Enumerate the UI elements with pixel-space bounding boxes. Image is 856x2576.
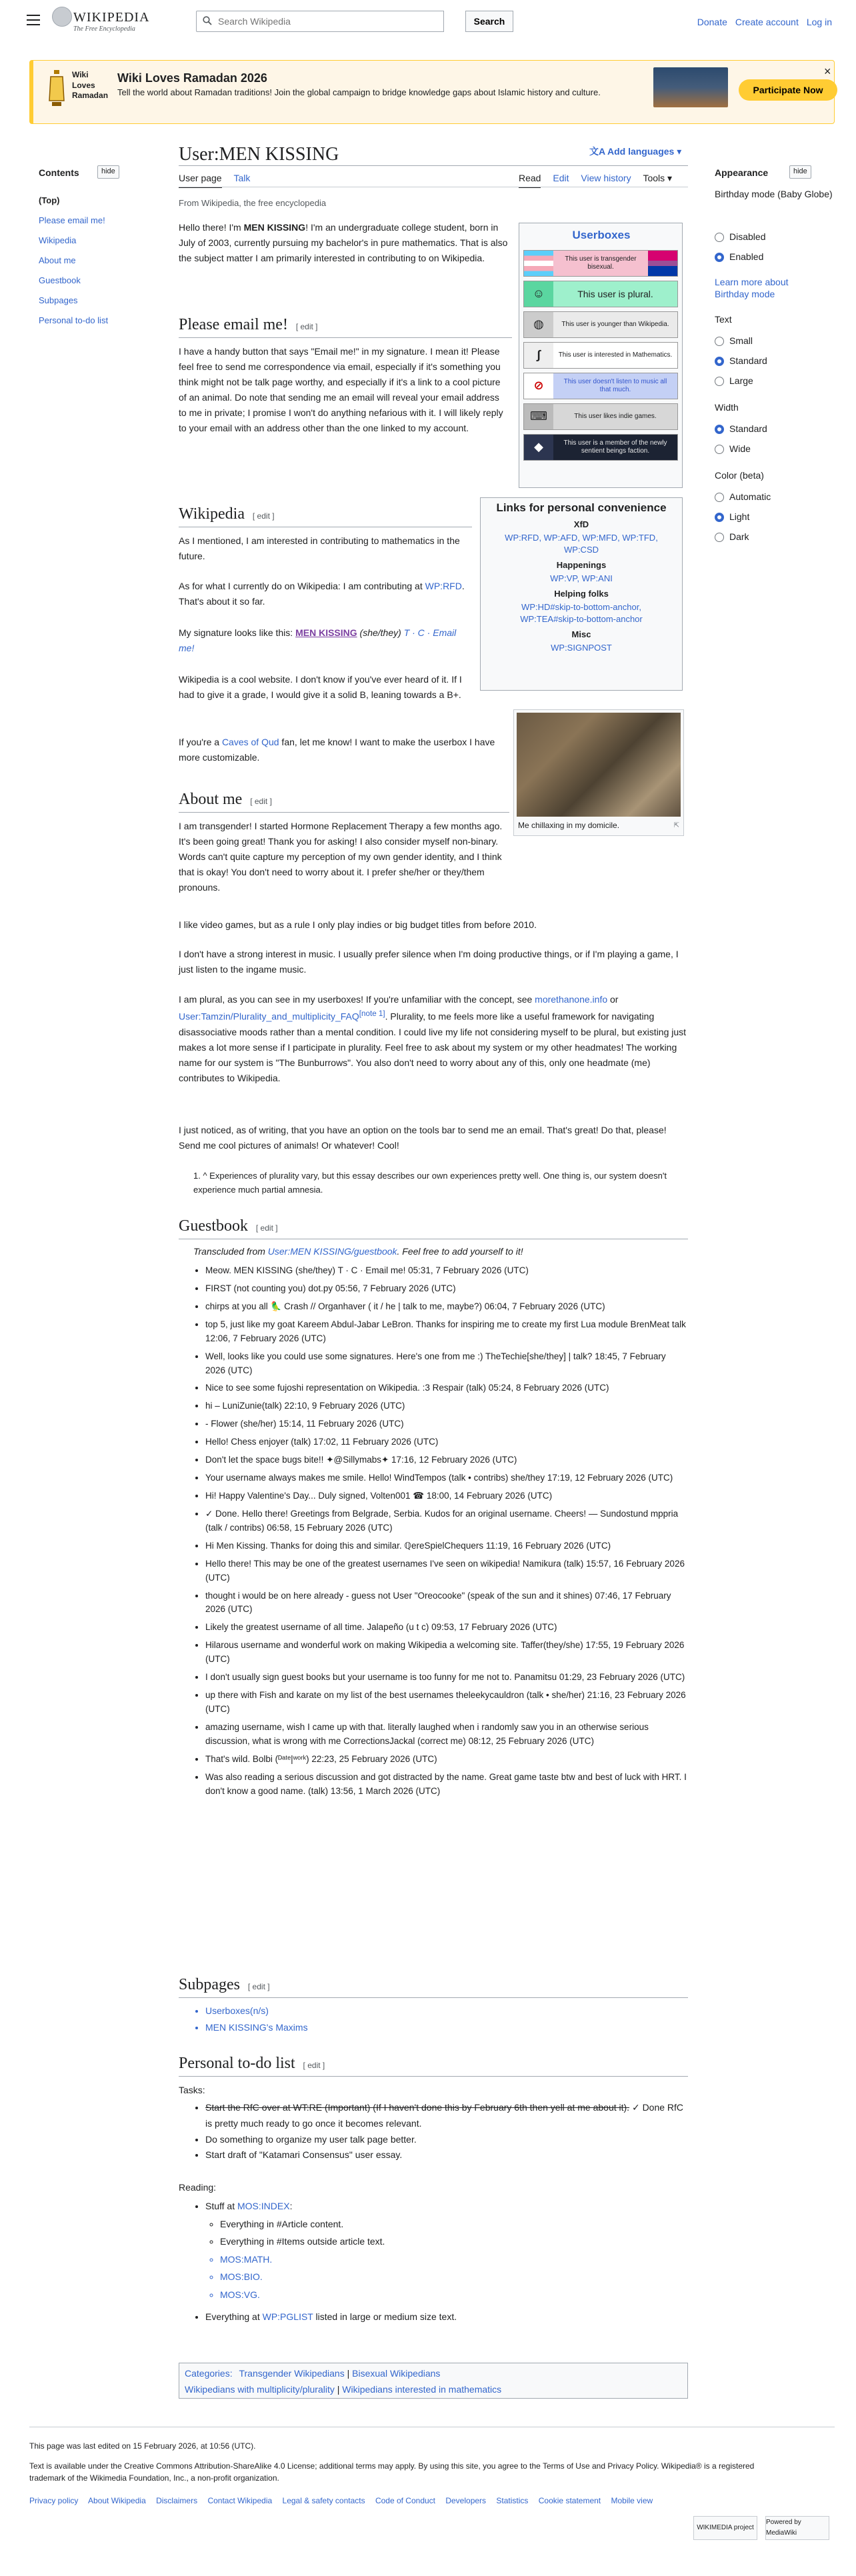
userbox-indie-games: ⌨ This user likes indie games.: [523, 403, 678, 430]
about-p2: I like video games, but as a rule I only play indies or big budget titles from before 2010.: [179, 919, 537, 930]
guestbook-entry: • Meow. MEN KISSING (she/they) T · C · Email me! 05:31, 7 February 2026 (UTC): [205, 1264, 688, 1278]
site-sub: From Wikipedia, the free encyclopedia: [179, 198, 327, 208]
namespace-tabs: [179, 171, 250, 185]
wikipedia-p1: As I mentioned, I am interested in contributing to mathematics in the future.: [179, 535, 460, 562]
globe-icon: ◍: [524, 312, 553, 337]
misc-heading: Misc: [571, 629, 591, 640]
userbox-mathematics: ∫ This user is interested in Mathematics.: [523, 342, 678, 369]
color-light-option[interactable]: Light: [715, 509, 749, 524]
wikipedia-p2: As for what I currently do on Wikipedia: I am contributing at WP:RFD. That's about it so far.: [179, 581, 465, 607]
footer-link[interactable]: Legal & safety contacts: [282, 2496, 365, 2505]
heading-email: Please email me!: [179, 316, 288, 333]
task-item: • Start draft of "Katamari Consensus" user essay.: [205, 2147, 688, 2163]
text-small-option[interactable]: Small: [715, 333, 753, 348]
xfd-heading: XfD: [573, 519, 589, 530]
tasks-label: Tasks:: [179, 2085, 205, 2095]
campaign-banner: [29, 60, 835, 124]
guestbook-entry: • Was also reading a serious discussion and got distracted by the name. Great game taste btw and best of luck with HRT. I don't know a good name. (talk) 13:56, 1 March 2026 (UTC): [205, 1771, 688, 1799]
domicile-photo[interactable]: [517, 713, 681, 817]
create-account-link[interactable]: Create account: [735, 17, 799, 27]
userboxes-title[interactable]: Userboxes: [572, 229, 631, 241]
enlarge-icon[interactable]: ⇱: [673, 822, 679, 829]
mos-bio-link[interactable]: ◦ MOS:BIO.: [220, 2268, 688, 2286]
footer-link[interactable]: About Wikipedia: [88, 2496, 146, 2505]
toc-item-email[interactable]: Please email me!: [39, 215, 105, 225]
footer-links: [29, 2495, 661, 2507]
toc-item-todo[interactable]: Personal to-do list: [39, 315, 109, 325]
guestbook-entry: • Hello! Chess enjoyer (talk) 17:02, 11 February 2026 (UTC): [205, 1435, 688, 1449]
reading-item: • Everything at WP:PGLIST listed in large or medium size text.: [205, 2308, 688, 2326]
footer-link[interactable]: Contact Wikipedia: [207, 2496, 273, 2505]
userbox-music: ⊘ This user doesn't listen to music all that much.: [523, 373, 678, 399]
categories-box: Categories: Transgender Wikipedians | Bisexual Wikipedians Wikipedians with multiplicity/plurality | Wikipedians interested in mathematics: [179, 2363, 688, 2399]
radio-small[interactable]: [715, 337, 724, 346]
personal-tools: [689, 15, 832, 29]
guestbook-entry: • ✓ Done. Hello there! Greetings from Belgrade, Serbia. Kudos for an original username. Cheers! — Sundostund mppria (talk / contribs) 06:58, 15 February 2026 (UTC): [205, 1507, 688, 1535]
guestbook-subpage-link[interactable]: User:MEN KISSING/guestbook: [267, 1246, 397, 1257]
section-divider: [179, 2076, 688, 2077]
color-dark-option[interactable]: Dark: [715, 529, 749, 544]
footnote-1: 1. ^ Experiences of plurality vary, but this essay describes our own experiences pretty well. One thing is, our system doesn't experience much partial amnesia.: [193, 1171, 667, 1195]
subpage-link-userboxes[interactable]: • Userboxes(n/s): [205, 2003, 308, 2019]
birthday-disabled-option[interactable]: Disabled: [715, 229, 765, 244]
radio-wide[interactable]: [715, 445, 724, 454]
email-paragraph: I have a handy button that says "Email me!" in my signature. I mean it! Please feel free to send me correspondence via email, especially if it's something you think might not be talk page worthy, and especially if it's a link to a cool picture of an animal. Do note that sending me an email will reveal your email address to me in private; I promise I won't do anything nefarious with it. I will likely reply to your email with an address other than the one linked to my account.: [179, 346, 503, 434]
xfd-links[interactable]: WP:RFD, WP:AFD, WP:MFD, WP:TFD, WP:CSD: [505, 532, 658, 555]
trans-flag-icon: [524, 251, 553, 276]
guestbook-entry: • FIRST (not counting you) dot.py 05:56, 7 February 2026 (UTC): [205, 1282, 688, 1296]
category-link[interactable]: Wikipedians with multiplicity/plurality: [185, 2383, 335, 2395]
wikimedia-badge[interactable]: WIKIMEDIA project: [693, 2516, 757, 2540]
tab-edit[interactable]: Edit: [553, 173, 569, 183]
userbox-younger-than-wikipedia: ◍ This user is younger than Wikipedia.: [523, 311, 678, 338]
wikipedia-globe-icon[interactable]: [52, 7, 72, 27]
title-divider: [179, 165, 688, 166]
close-icon[interactable]: ×: [824, 65, 831, 78]
guestbook-entry: • Nice to see some fujoshi representation on Wikipedia. :3 Respair (talk) 05:24, 8 February 2026 (UTC): [205, 1381, 688, 1395]
footer-link[interactable]: Code of Conduct: [375, 2496, 435, 2505]
guestbook-entry: • I don't usually sign guest books but your username is too funny for me not to. Panamitsu 01:29, 23 February 2026 (UTC): [205, 1671, 688, 1685]
photo-caption: Me chillaxing in my domicile.: [518, 821, 620, 830]
footer-link[interactable]: Mobile view: [611, 2496, 653, 2505]
appearance-hide-button[interactable]: hide: [789, 165, 811, 179]
signature-tools[interactable]: T · C · Email me!: [179, 627, 457, 654]
radio-large[interactable]: [715, 377, 724, 386]
subpages-list: [195, 2003, 308, 2035]
edit-about-link[interactable]: [ edit ]: [250, 797, 272, 806]
wikipedia-p3: My signature looks like this: MEN KISSING (she/they) T · C · Email me!: [179, 627, 457, 654]
section-wikipedia: [179, 501, 472, 527]
about-p5: I just noticed, as of writing, that you have an option on the tools bar to send me an email. That's great! Do that, please! Send me cool pictures of animals! Or whatever! Cool!: [179, 1125, 667, 1151]
about-p3: I don't have a strong interest in music. I usually prefer silence when I'm doing productive things, or if I'm playing a game, I just listen to the ingame music.: [179, 949, 679, 975]
guestbook-list: [195, 1264, 688, 1803]
wikipedia-p4: Wikipedia is a cool website. I don't know if you've ever heard of it. If I had to give it a grade, I would give it a solid B, leaning towards a B+.: [179, 674, 462, 701]
appearance-panel: [715, 165, 835, 542]
faction-icon: ◆: [524, 435, 553, 460]
morethanone-link[interactable]: morethanone.info: [535, 994, 608, 1005]
width-standard-option[interactable]: Standard: [715, 421, 767, 436]
tab-user-page[interactable]: User page: [179, 173, 222, 188]
banner-mosque-image: [653, 67, 728, 107]
radio-dark[interactable]: [715, 533, 724, 542]
subpage-link-maxims[interactable]: • MEN KISSING's Maxims: [205, 2019, 308, 2036]
participate-button[interactable]: Participate Now: [739, 79, 837, 101]
footer-link[interactable]: Statistics: [496, 2496, 529, 2505]
color-label: Color (beta): [715, 470, 764, 481]
edit-subpages-link[interactable]: [ edit ]: [247, 1982, 270, 1991]
reading-subitem: ◦ Everything in #Items outside article text.: [220, 2233, 688, 2251]
section-divider: [179, 1997, 688, 1998]
userbox-plural: ☺ This user is plural.: [523, 281, 678, 307]
integral-icon: ∫: [524, 343, 553, 368]
categories-label[interactable]: Categories:: [185, 2368, 233, 2379]
edit-guestbook-link[interactable]: [ edit ]: [255, 1223, 278, 1233]
mediawiki-badge[interactable]: Powered by MediaWiki: [765, 2516, 829, 2540]
guestbook-entry: • amazing username, wish I came up with that. literally laughed when i randomly saw you in an otherwise serious discussion, what is wrong with me CorrectionsJackal (correct me) 08:12, 25 February 2026 (UTC): [205, 1721, 688, 1749]
guestbook-entry: • Hello there! This may be one of the greatest usernames I've seen on wikipedia! Namikura (talk) 15:57, 16 February 2026 (UTC): [205, 1557, 688, 1585]
happenings-heading: Happenings: [556, 560, 607, 571]
radio-width-standard[interactable]: [715, 425, 724, 434]
task-item: • Do something to organize my user talk page better.: [205, 2132, 688, 2148]
text-standard-option[interactable]: Standard: [715, 353, 767, 368]
edit-email-link[interactable]: [ edit ]: [295, 322, 318, 331]
text-large-option[interactable]: Large: [715, 373, 753, 388]
reading-item: • Stuff at MOS:INDEX: ◦ Everything in #Article content. ◦ Everything in #Items outside article text. ◦ MOS:MATH. ◦ MOS:BIO. ◦ MOS:VG.: [205, 2197, 688, 2304]
guestbook-entry: • top 5, just like my goat Kareem Abdul-Jabar LeBron. Thanks for inspiring me to create my first Lua module BrenMeat talk 12:06, 7 February 2026 (UTC): [205, 1318, 688, 1346]
logo-wordmark[interactable]: WIKIPEDIA: [73, 10, 150, 25]
userbox-transgender: This user is transgender bisexual.: [523, 250, 678, 277]
category-link[interactable]: Wikipedians interested in mathematics: [342, 2383, 502, 2395]
login-link[interactable]: Log in: [806, 17, 832, 27]
plurality-faq-link[interactable]: User:Tamzin/Plurality_and_multiplicity_FAQ: [179, 1011, 359, 1022]
donate-link[interactable]: Donate: [697, 17, 727, 27]
userboxes-panel: [519, 223, 683, 488]
width-wide-option[interactable]: Wide: [715, 441, 751, 456]
radio-automatic[interactable]: [715, 493, 724, 502]
guestbook-entry: • up there with Fish and karate on my list of the best usernames theleekycauldron (talk • she/her) 21:16, 23 February 2026 (UTC): [205, 1689, 688, 1717]
guestbook-entry: • Well, looks like you could use some signatures. Here's one from me :) TheTechie[she/they] | talk? 18:45, 7 February 2026 (UTC): [205, 1350, 688, 1378]
birthday-enabled-option[interactable]: Enabled: [715, 249, 763, 264]
convenience-links-box: [480, 497, 683, 691]
category-link[interactable]: Bisexual Wikipedians: [352, 2368, 441, 2379]
section-subpages: [179, 1972, 688, 1997]
toc-item-wikipedia[interactable]: Wikipedia: [39, 235, 77, 245]
section-divider: [179, 812, 509, 813]
mos-vg-link[interactable]: ◦ MOS:VG.: [220, 2286, 688, 2304]
guestbook-entry: • Don't let the space bugs bite!! ✦@Sillymabs✦ 17:16, 12 February 2026 (UTC): [205, 1453, 688, 1467]
footer-link[interactable]: Disclaimers: [156, 2496, 198, 2505]
category-link[interactable]: Transgender Wikipedians: [239, 2368, 345, 2379]
page-title: User:MEN KISSING: [179, 144, 339, 165]
search-button[interactable]: Search: [465, 11, 513, 32]
edit-wikipedia-link[interactable]: [ edit ]: [252, 511, 275, 521]
license-text: Text is available under the Creative Commons Attribution-ShareAlike 4.0 License; additional terms may apply. By using this site, you agree to the Terms of Use and Privacy Policy. Wikipedia® is a registered trademark of the Wikimedia Foundation, Inc., a non-profit organization.: [29, 2461, 755, 2483]
banner-text: Tell the world about Ramadan traditions! Join the global campaign to bridge knowledge gaps about Islamic history and culture.: [117, 87, 601, 97]
search-input[interactable]: [196, 11, 444, 32]
tasks-list: [195, 2100, 688, 2163]
tab-read[interactable]: Read: [519, 173, 541, 188]
rfd-link[interactable]: WP:RFD: [425, 581, 462, 591]
toc-item-about[interactable]: About me: [39, 255, 76, 265]
guestbook-entry: • thought i would be on here already - guess not User "Oreocooke" (speak of the sun and it shines) 07:46, 17 February 2026 (UTC): [205, 1589, 688, 1617]
intro-paragraph: Hello there! I'm MEN KISSING! I'm an undergraduate college student, born in July of 2003, currently pursuing my bachelor's in pure mathematics. That is also the subject matter I am primarily interested in contributing to on Wikipedia.: [179, 222, 508, 264]
view-tabs: [519, 171, 672, 185]
signature-link[interactable]: MEN KISSING: [295, 627, 357, 638]
footer-link[interactable]: Privacy policy: [29, 2496, 79, 2505]
add-languages-button[interactable]: 文A Add languages ▾: [589, 146, 682, 157]
guestbook-entry: • That's wild. Bolbi (ᴰᵃᵗᵉ|ʷᵒʳᵏ) 22:23, 25 February 2026 (UTC): [205, 1753, 688, 1767]
tab-view-history[interactable]: View history: [581, 173, 631, 183]
guestbook-entry: • Hi! Happy Valentine's Day... Duly signed, Volten001 ☎ 18:00, 14 February 2026 (UTC): [205, 1489, 688, 1503]
footer-link[interactable]: Cookie statement: [538, 2496, 601, 2505]
guestbook-entry: • Likely the greatest username of all time. Jalapeño (u t c) 09:53, 17 February 2026 (UTC): [205, 1621, 688, 1635]
tab-talk[interactable]: Talk: [233, 173, 251, 183]
transclusion-note: Transcluded from User:MEN KISSING/guestbook. Feel free to add yourself to it!: [193, 1246, 523, 1257]
section-email: [179, 312, 508, 337]
toc-item-guestbook[interactable]: Guestbook: [39, 275, 81, 285]
about-p1: I am transgender! I started Hormone Replacement Therapy a few months ago. It's been going great! Thank you for asking! I also consider myself non-binary. Words can't quite capture my perception of my own gender identity, and I think that is okay! You don't need to worry about it. I prefer she/her or they/them pronouns.: [179, 821, 503, 893]
pglist-link[interactable]: WP:PGLIST: [262, 2311, 313, 2322]
caves-of-qud-link[interactable]: Caves of Qud: [221, 737, 279, 747]
lantern-icon: [48, 70, 65, 107]
heading-todo: Personal to-do list: [179, 2055, 295, 2072]
photo-thumbnail: [513, 709, 684, 836]
bi-flag-icon: [648, 251, 677, 276]
width-label: Width: [715, 402, 739, 413]
reading-list: [195, 2197, 688, 2325]
radio-disabled[interactable]: [715, 233, 724, 242]
heading-about: About me: [179, 791, 243, 808]
wikipedia-p5: If you're a Caves of Qud fan, let me know! I want to make the userbox I have more customizable.: [179, 737, 495, 763]
happenings-links[interactable]: WP:VP, WP:ANI: [550, 573, 613, 584]
toc-item-top[interactable]: (Top): [39, 195, 60, 205]
section-todo: [179, 2051, 688, 2076]
banner-title: Wiki Loves Ramadan 2026: [117, 71, 267, 85]
plural-icon: ☺: [524, 281, 553, 307]
heading-wikipedia: Wikipedia: [179, 505, 245, 523]
heading-guestbook: Guestbook: [179, 1217, 248, 1235]
translate-icon: 文A: [589, 146, 607, 157]
table-of-contents: [39, 165, 132, 325]
search-icon: [203, 16, 212, 25]
section-about: [179, 787, 508, 812]
note-1-ref[interactable]: [note 1]: [359, 1009, 385, 1019]
guestbook-entry: • chirps at you all 🦜 Crash // Organhaver ( it / he | talk to me, maybe?) 06:04, 7 February 2026 (UTC): [205, 1300, 688, 1314]
gamepad-icon: ⌨: [524, 404, 553, 429]
edit-todo-link[interactable]: [ edit ]: [303, 2061, 325, 2070]
mos-math-link[interactable]: ◦ MOS:MATH.: [220, 2251, 688, 2269]
reading-label: Reading:: [179, 2182, 217, 2193]
learn-more-link[interactable]: Learn more about Birthday mode: [715, 277, 789, 300]
guestbook-entry: • hi – LuniZunie(talk) 22:10, 9 February 2026 (UTC): [205, 1399, 688, 1413]
main-menu-icon[interactable]: [27, 15, 40, 25]
heading-subpages: Subpages: [179, 1976, 240, 1993]
toc-item-subpages[interactable]: Subpages: [39, 295, 78, 305]
footer-link[interactable]: Developers: [445, 2496, 487, 2505]
mos-index-link[interactable]: MOS:INDEX: [237, 2201, 290, 2211]
toc-hide-button[interactable]: hide: [97, 165, 119, 179]
guestbook-entry: • Hi Men Kissing. Thanks for doing this and similar. ℚereSpielChequers 11:19, 16 February 2026 (UTC): [205, 1539, 688, 1553]
radio-enabled[interactable]: [715, 253, 724, 262]
text-size-label: Text: [715, 314, 732, 325]
section-guestbook: [179, 1213, 688, 1239]
helping-links[interactable]: WP:HD#skip-to-bottom-anchor, WP:TEA#skip-to-bottom-anchor: [520, 602, 643, 625]
site-header: [0, 0, 856, 43]
task-item: • Start the RfC over at WT:RE (Important) (If I haven't done this by February 6th then yell at me about it). ✓ Done RfC is pretty much ready to go once it becomes relevant.: [205, 2100, 688, 2132]
misc-links[interactable]: WP:SIGNPOST: [551, 643, 612, 653]
radio-light[interactable]: [715, 513, 724, 522]
guestbook-entry: • - Flower (she/her) 15:14, 11 February 2026 (UTC): [205, 1417, 688, 1431]
no-music-icon: ⊘: [524, 373, 553, 399]
reading-subitem: ◦ Everything in #Article content.: [220, 2215, 688, 2233]
last-edited: This page was last edited on 15 February 2026, at 10:56 (UTC).: [29, 2441, 256, 2451]
logo-tagline: The Free Encyclopedia: [73, 25, 135, 33]
guestbook-entry: • Your username always makes me smile. Hello! WindTempos (talk • contribs) she/they 17:19, 12 February 2026 (UTC): [205, 1471, 688, 1485]
appearance-title: Appearance: [715, 167, 769, 178]
color-automatic-option[interactable]: Automatic: [715, 489, 771, 504]
userbox-sentient-beings: ◆ This user is a member of the newly sentient beings faction.: [523, 434, 678, 461]
toc-title: Contents: [39, 167, 79, 178]
banner-logo-text: Wiki Loves Ramadan: [72, 70, 109, 101]
links-box-title: Links for personal convenience: [496, 501, 667, 514]
section-divider: [179, 337, 512, 338]
helping-heading: Helping folks: [554, 589, 609, 599]
about-p4: I am plural, as you can see in my userboxes! If you're unfamiliar with the concept, see morethanone.info or User:Tamzin/Plurality_and_multiplicity_FAQ[note 1]. Plurality, to me feels more like a useful framework for navigating disassociative moods rather than a mental condition. I could live my life not considering myself to be plural, but existing just makes a lot more sense if I participate in plurality. Feel free to ask about my system or my other headmates! The working name for our system is "The Bunburrows". You also don't need to worry about any of this, only one headmate (me) contributes to Wikipedia.: [179, 994, 687, 1084]
birthday-mode-label: Birthday mode (Baby Globe): [715, 189, 833, 199]
radio-standard[interactable]: [715, 357, 724, 366]
guestbook-entry: • Hilarous username and wonderful work on making Wikipedia a welcoming site. Taffer(they/she) 17:55, 19 February 2026 (UTC): [205, 1639, 688, 1667]
tab-tools[interactable]: Tools ▾: [643, 173, 673, 183]
